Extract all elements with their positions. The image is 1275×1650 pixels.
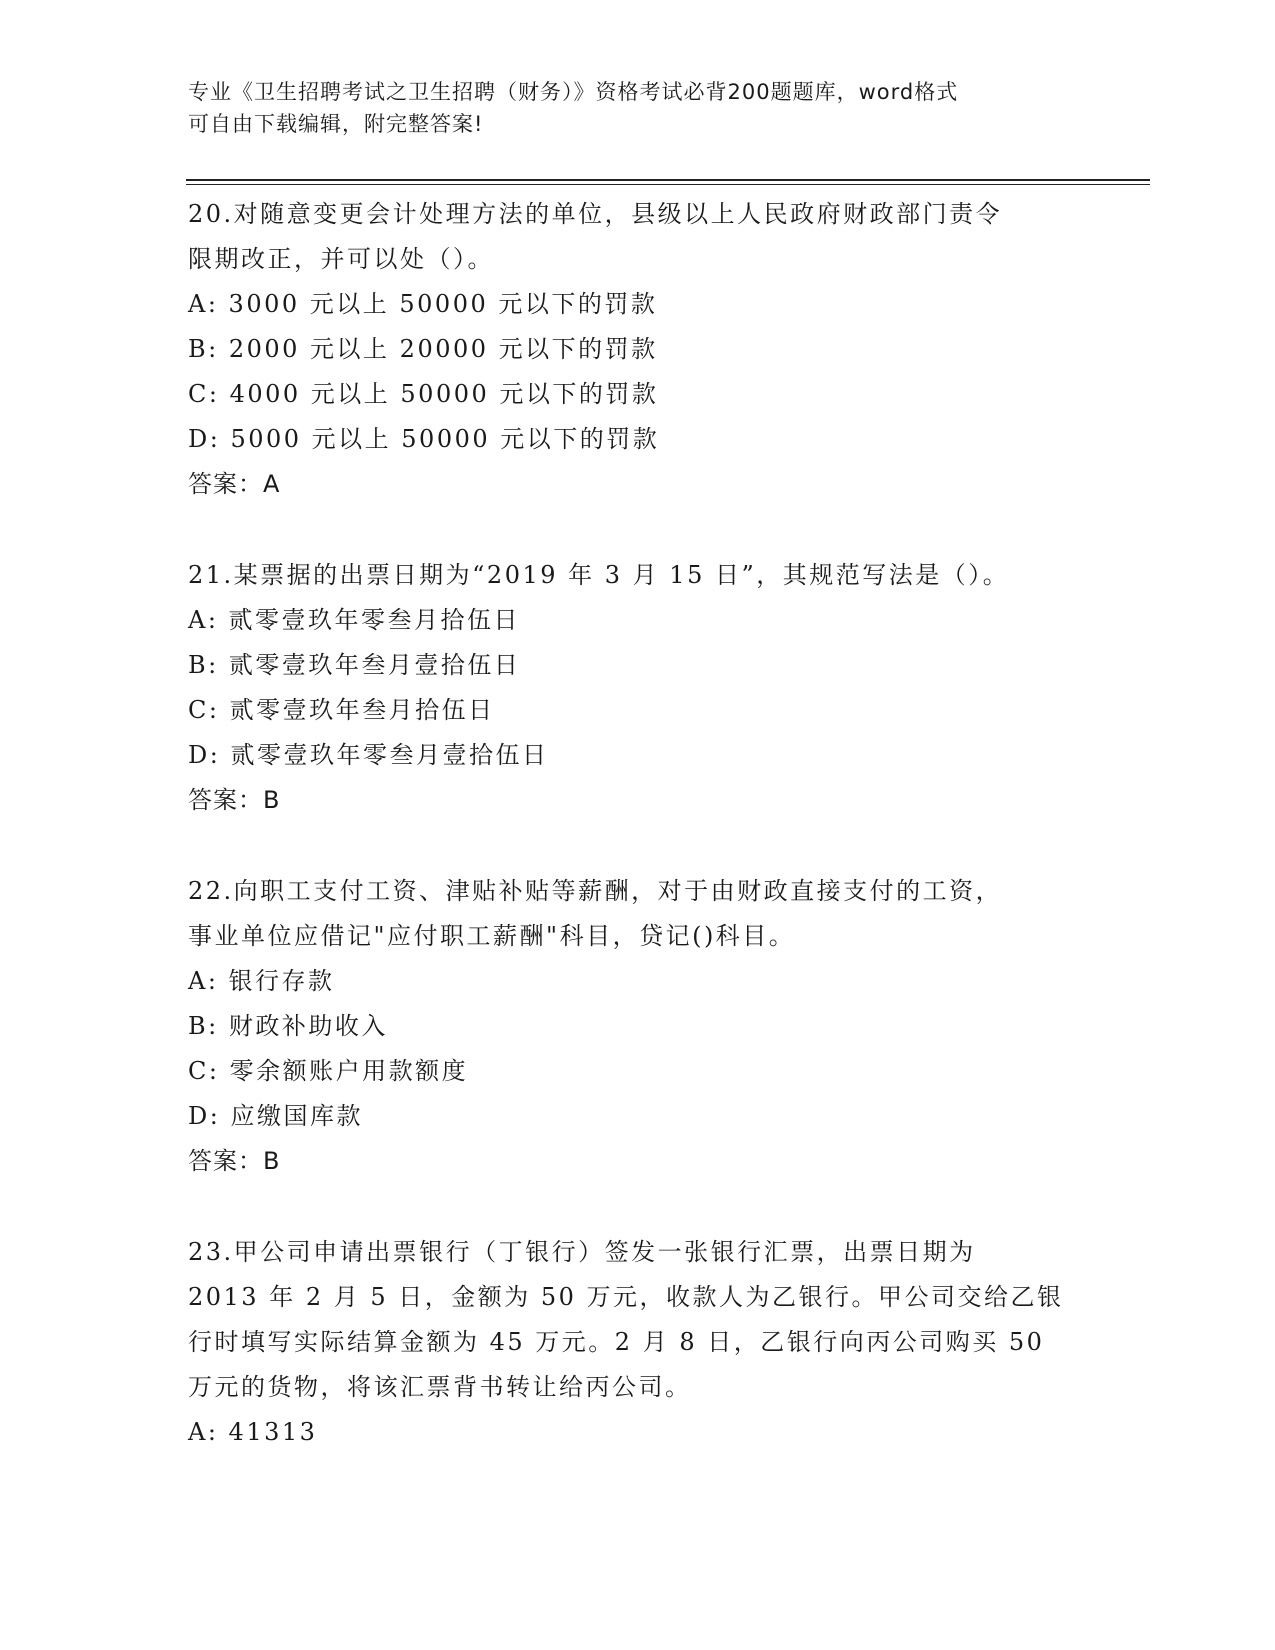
option-a: A: 41313 (188, 1418, 318, 1446)
option-d: D: 5000 元以上 50000 元以下的罚款 (188, 425, 660, 453)
question-text-line: 行时填写实际结算金额为 45 万元。2 月 8 日，乙银行向丙公司购买 50 (188, 1328, 1045, 1356)
question-text-line: 2013 年 2 月 5 日，金额为 50 万元，收款人为乙银行。甲公司交给乙银 (188, 1283, 1064, 1311)
option-a: A: 银行存款 (188, 967, 335, 995)
question-list (188, 192, 1088, 1455)
option-b: B: 贰零壹玖年叁月壹拾伍日 (188, 651, 521, 679)
question-23 (188, 1230, 1088, 1455)
option-c: C: 4000 元以上 50000 元以下的罚款 (188, 380, 659, 408)
question-text-line: 22.向职工支付工资、津贴补贴等薪酬，对于由财政直接支付的工资， (188, 877, 1003, 905)
option-d: D: 应缴国库款 (188, 1102, 363, 1130)
answer: 答案：A (188, 470, 281, 498)
header-line-2: 可自由下载编辑，附完整答案! (188, 112, 484, 136)
option-a: A: 贰零壹玖年零叁月拾伍日 (188, 606, 521, 634)
question-21 (188, 553, 1088, 823)
option-c: C: 贰零壹玖年叁月拾伍日 (188, 696, 495, 724)
option-d: D: 贰零壹玖年零叁月壹拾伍日 (188, 741, 549, 769)
option-a: A: 3000 元以上 50000 元以下的罚款 (188, 290, 658, 318)
question-text-line: 20.对随意变更会计处理方法的单位，县级以上人民政府财政部门责令 (188, 200, 1003, 228)
question-20 (188, 192, 1088, 507)
question-text-line: 限期改正，并可以处（）。 (188, 245, 494, 273)
header-divider-thin (186, 184, 1150, 185)
document-header (188, 76, 1088, 140)
answer: 答案：B (188, 786, 281, 814)
question-text-line: 21.某票据的出票日期为“2019 年 3 月 15 日”，其规范写法是（）。 (188, 561, 1010, 589)
answer: 答案：B (188, 1147, 281, 1175)
option-b: B: 财政补助收入 (188, 1012, 388, 1040)
question-text-line: 23.甲公司申请出票银行（丁银行）签发一张银行汇票，出票日期为 (188, 1238, 976, 1266)
option-b: B: 2000 元以上 20000 元以下的罚款 (188, 335, 658, 363)
header-divider-thick (186, 179, 1150, 181)
question-text-line: 万元的货物，将该汇票背书转让给丙公司。 (188, 1373, 692, 1401)
header-line-1: 专业《卫生招聘考试之卫生招聘（财务）》资格考试必背200题题库，word格式 (188, 80, 959, 104)
option-c: C: 零余额账户用款额度 (188, 1057, 469, 1085)
question-22 (188, 869, 1088, 1184)
question-text-line: 事业单位应借记"应付职工薪酬"科目，贷记()科目。 (188, 922, 796, 950)
